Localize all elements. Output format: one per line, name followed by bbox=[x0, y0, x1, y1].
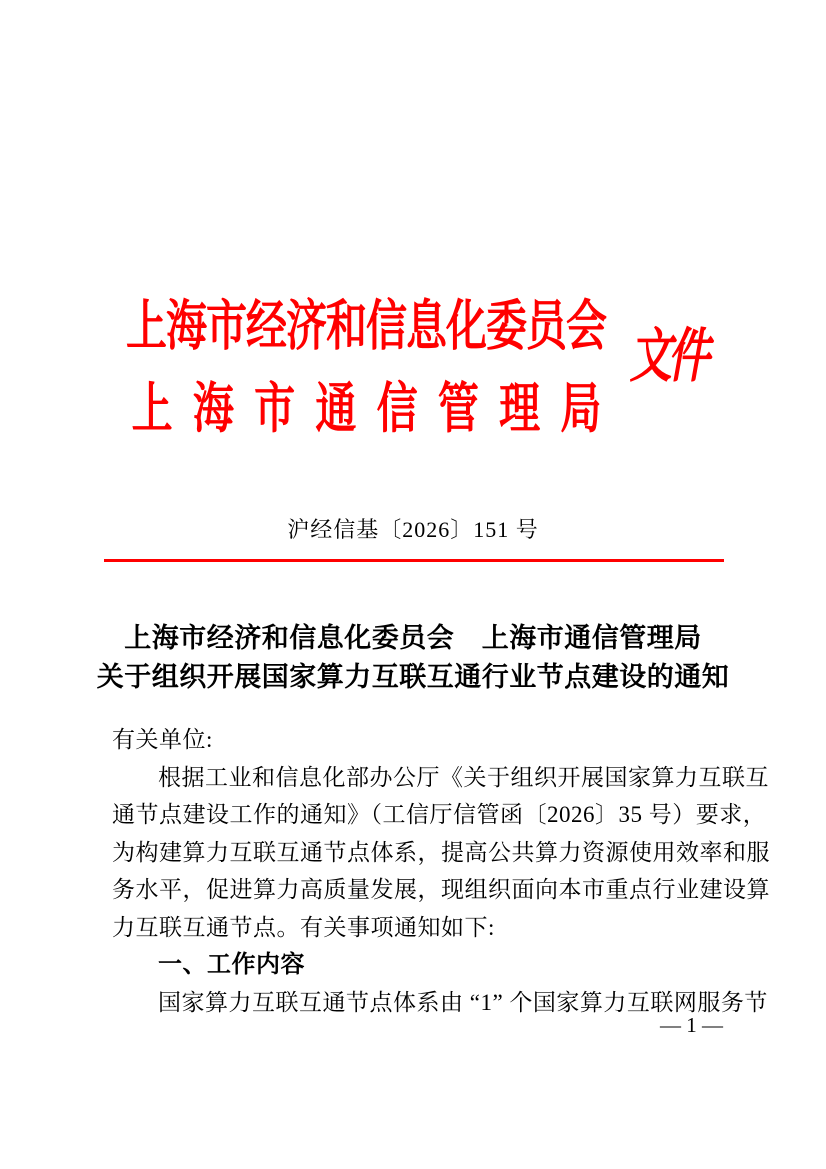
red-divider-rule bbox=[104, 559, 724, 562]
letterhead-org-line2: 上 海 市 通 信 管 理 局 bbox=[131, 377, 601, 439]
document-body bbox=[112, 721, 770, 1021]
body-line: 力互联互通节点。有关事项通知如下: bbox=[112, 914, 495, 940]
body-section-heading: 一、工作内容 bbox=[158, 951, 305, 978]
body-line: 国家算力互联互通节点体系由 “1” 个国家算力互联网服务节 bbox=[158, 989, 768, 1015]
body-line-salutation: 有关单位: bbox=[112, 727, 213, 752]
body-line: 根据工业和信息化部办公厅《关于组织开展国家算力互联互 bbox=[158, 764, 769, 790]
page-number: — 1 — bbox=[660, 1013, 723, 1037]
document-title-line2: 关于组织开展国家算力互联互通行业节点建设的通知 bbox=[96, 662, 730, 692]
body-line: 务水平，促进算力高质量发展，现组织面向本市重点行业建设算 bbox=[112, 877, 770, 902]
doc-reference-number: 沪经信基〔2026〕151 号 bbox=[287, 517, 539, 542]
letterhead bbox=[126, 294, 606, 440]
document-title bbox=[63, 619, 763, 697]
letterhead-doc-type-label: 文件 bbox=[627, 325, 715, 391]
document-title-line1: 上海市经济和信息化委员会 上海市通信管理局 bbox=[124, 623, 702, 653]
letterhead-org-line1: 上海市经济和信息化委员会 bbox=[126, 295, 606, 357]
body-line: 为构建算力互联互通节点体系，提高公共算力资源使用效率和服 bbox=[112, 839, 770, 865]
body-line: 通节点建设工作的通知》（工信厅信管函〔2026〕35 号）要求， bbox=[112, 802, 767, 827]
